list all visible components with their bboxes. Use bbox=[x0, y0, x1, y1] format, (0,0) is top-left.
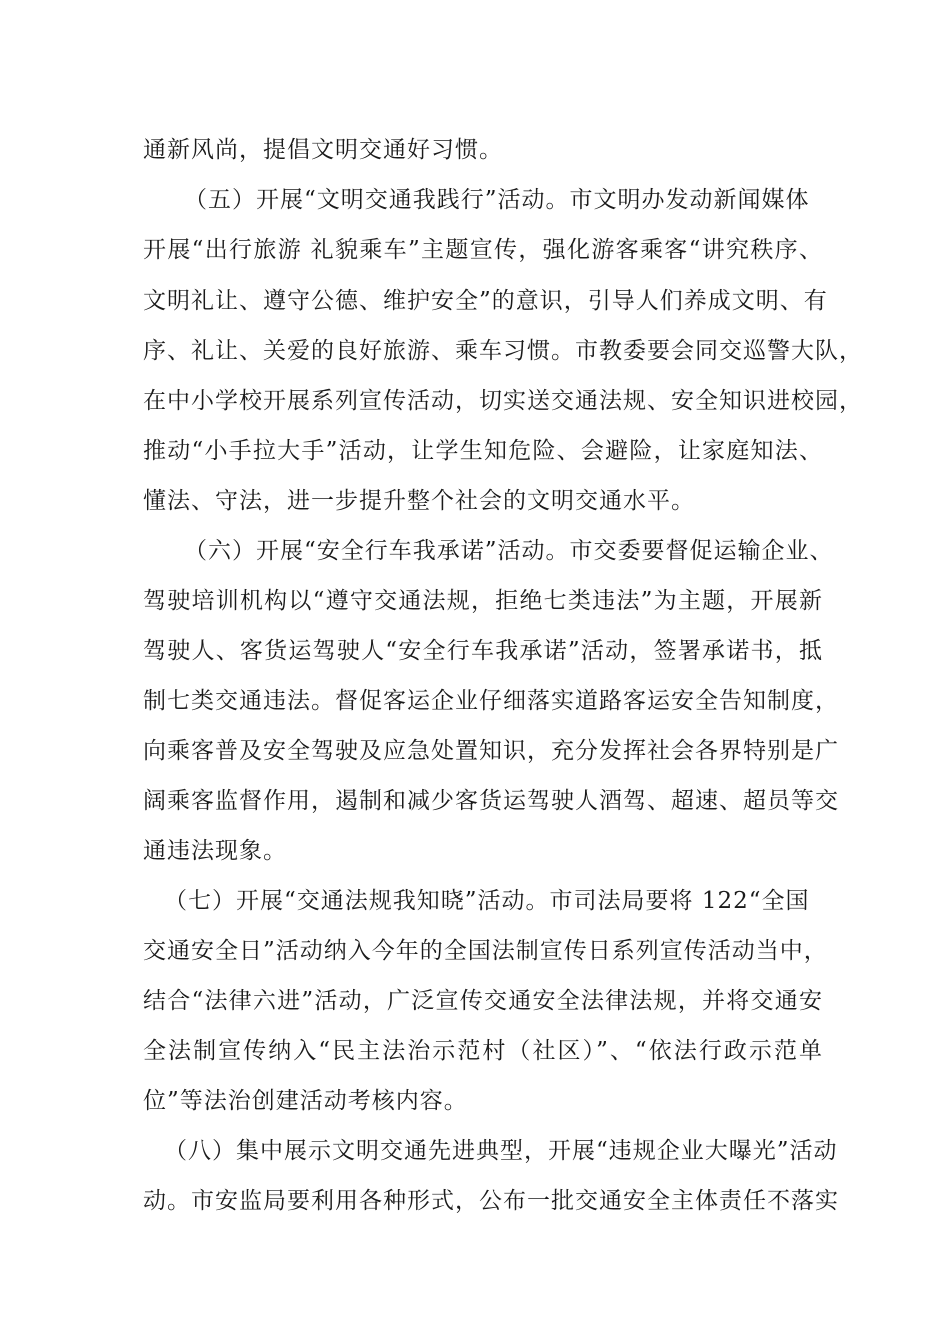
body-text-line: 开展“出行旅游 礼貌乘车”主题宣传，强化游客乘客“讲究秩序、 bbox=[143, 237, 823, 263]
body-text-line: 全法制宣传纳入“民主法治示范村（社区）”、“依法行政示范单 bbox=[143, 1038, 823, 1064]
body-text-line: 文明礼让、遵守公德、维护安全”的意识，引导人们养成文明、有 bbox=[143, 288, 828, 314]
body-text-line: 推动“小手拉大手”活动，让学生知危险、会避险，让家庭知法、 bbox=[143, 438, 823, 464]
section-five-heading-line: （五）开展“文明交通我践行”活动。市文明办发动新闻媒体 bbox=[184, 187, 810, 213]
body-text-line: 通违法现象。 bbox=[143, 838, 287, 864]
body-text-line: 阔乘客监督作用，遏制和减少客货运驾驶人酒驾、超速、超员等交 bbox=[143, 788, 839, 814]
body-text-line: 交通安全日”活动纳入今年的全国法制宣传日系列宣传活动当中， bbox=[143, 938, 828, 964]
body-text-line: 通新风尚，提倡文明交通好习惯。 bbox=[143, 137, 503, 163]
body-text-line: 驾驶人、客货运驾驶人“安全行车我承诺”活动，签署承诺书，抵 bbox=[143, 638, 823, 664]
body-text-line: 序、礼让、关爱的良好旅游、乘车习惯。市教委要会同交巡警大队， bbox=[143, 338, 863, 364]
body-text-line: 位”等法治创建活动考核内容。 bbox=[143, 1088, 468, 1114]
section-six-heading-line: （六）开展“安全行车我承诺”活动。市交委要督促运输企业、 bbox=[184, 538, 834, 564]
body-text-line: 结合“法律六进”活动，广泛宣传交通安全法律法规，并将交通安 bbox=[143, 988, 823, 1014]
body-text-line: 驾驶培训机构以“遵守交通法规，拒绝七类违法”为主题，开展新 bbox=[143, 588, 823, 614]
body-text-line: 在中小学校开展系列宣传活动，切实送交通法规、安全知识进校园， bbox=[143, 388, 863, 414]
body-text-line: 向乘客普及安全驾驶及应急处置知识，充分发挥社会各界特别是广 bbox=[143, 738, 839, 764]
body-text-line: 动。市安监局要利用各种形式，公布一批交通安全主体责任不落实 bbox=[143, 1188, 839, 1214]
section-seven-heading-line: （七）开展“交通法规我知晓”活动。市司法局要将 122“全国 bbox=[164, 888, 810, 914]
body-text-line: 制七类交通违法。督促客运企业仔细落实道路客运安全告知制度， bbox=[143, 688, 839, 714]
body-text-line: 懂法、守法，进一步提升整个社会的文明交通水平。 bbox=[143, 488, 695, 514]
section-eight-heading-line: （八）集中展示文明交通先进典型，开展“违规企业大曝光”活动 bbox=[164, 1138, 838, 1164]
